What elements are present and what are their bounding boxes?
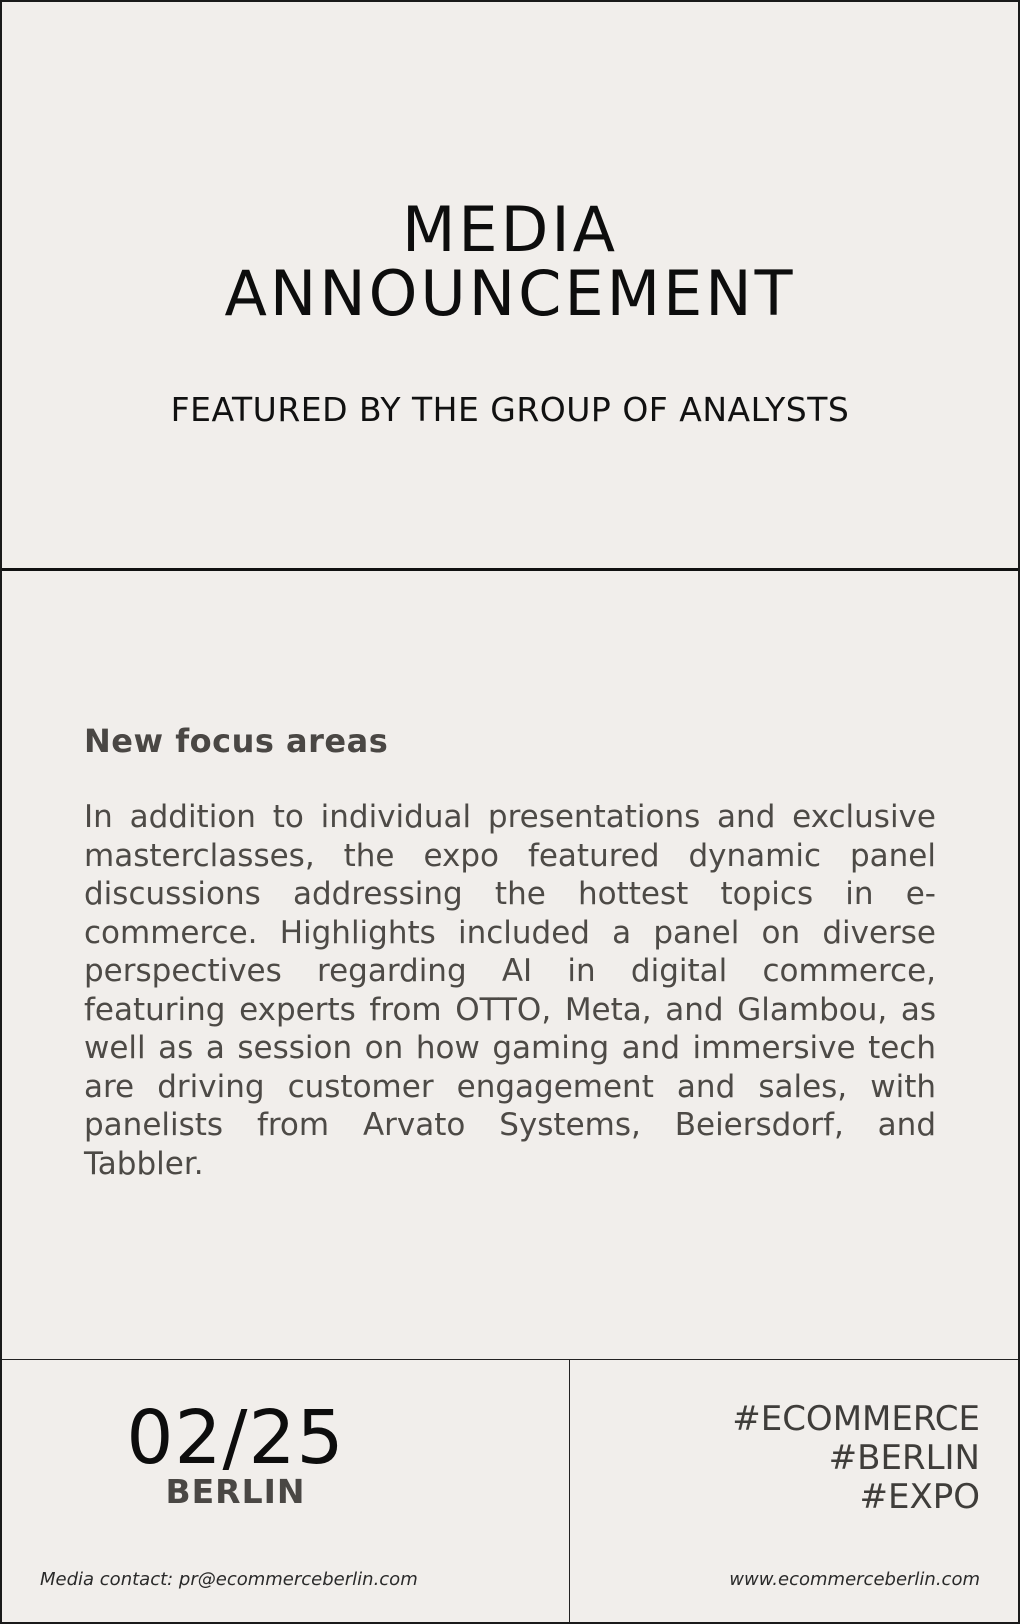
city-label: BERLIN bbox=[165, 1472, 306, 1511]
page-title bbox=[2, 193, 1018, 330]
hashtag-expo: #EXPO bbox=[859, 1477, 980, 1517]
section-body: In addition to individual presentations and exclusive masterclasses, the expo featured dynamic panel discussions addressing the hottest topics in e-commerce. Highlights included a panel on diverse perspectives regarding AI in digital commerce, featuring experts from OTTO, Meta, and Glambou, as well as a session on how gaming and immersive tech are driving customer engagement and sales, with panelists from Arvato Systems, Beiersdorf, and Tabbler. bbox=[84, 799, 936, 1182]
date-block bbox=[0, 1395, 519, 1511]
content-section bbox=[84, 722, 936, 1183]
hashtag-berlin: #BERLIN bbox=[828, 1438, 980, 1478]
media-contact: Media contact: pr@ecommerceberlin.com bbox=[40, 1569, 418, 1590]
date-value: 02/25 bbox=[126, 1395, 345, 1481]
hashtag-list bbox=[732, 1400, 980, 1517]
page-subtitle: FEATURED BY THE GROUP OF ANALYSTS bbox=[170, 390, 850, 429]
header-section bbox=[2, 2, 1018, 568]
footer-vertical-divider bbox=[569, 1359, 570, 1622]
title-line-2: ANNOUNCEMENT bbox=[224, 257, 796, 330]
hashtag-ecommerce: #ECOMMERCE bbox=[732, 1399, 980, 1439]
title-line-1: MEDIA bbox=[401, 193, 619, 266]
header-divider bbox=[2, 568, 1018, 571]
footer-divider bbox=[2, 1359, 1018, 1360]
section-heading: New focus areas bbox=[84, 722, 389, 760]
website-link[interactable]: www.ecommerceberlin.com bbox=[729, 1569, 980, 1590]
